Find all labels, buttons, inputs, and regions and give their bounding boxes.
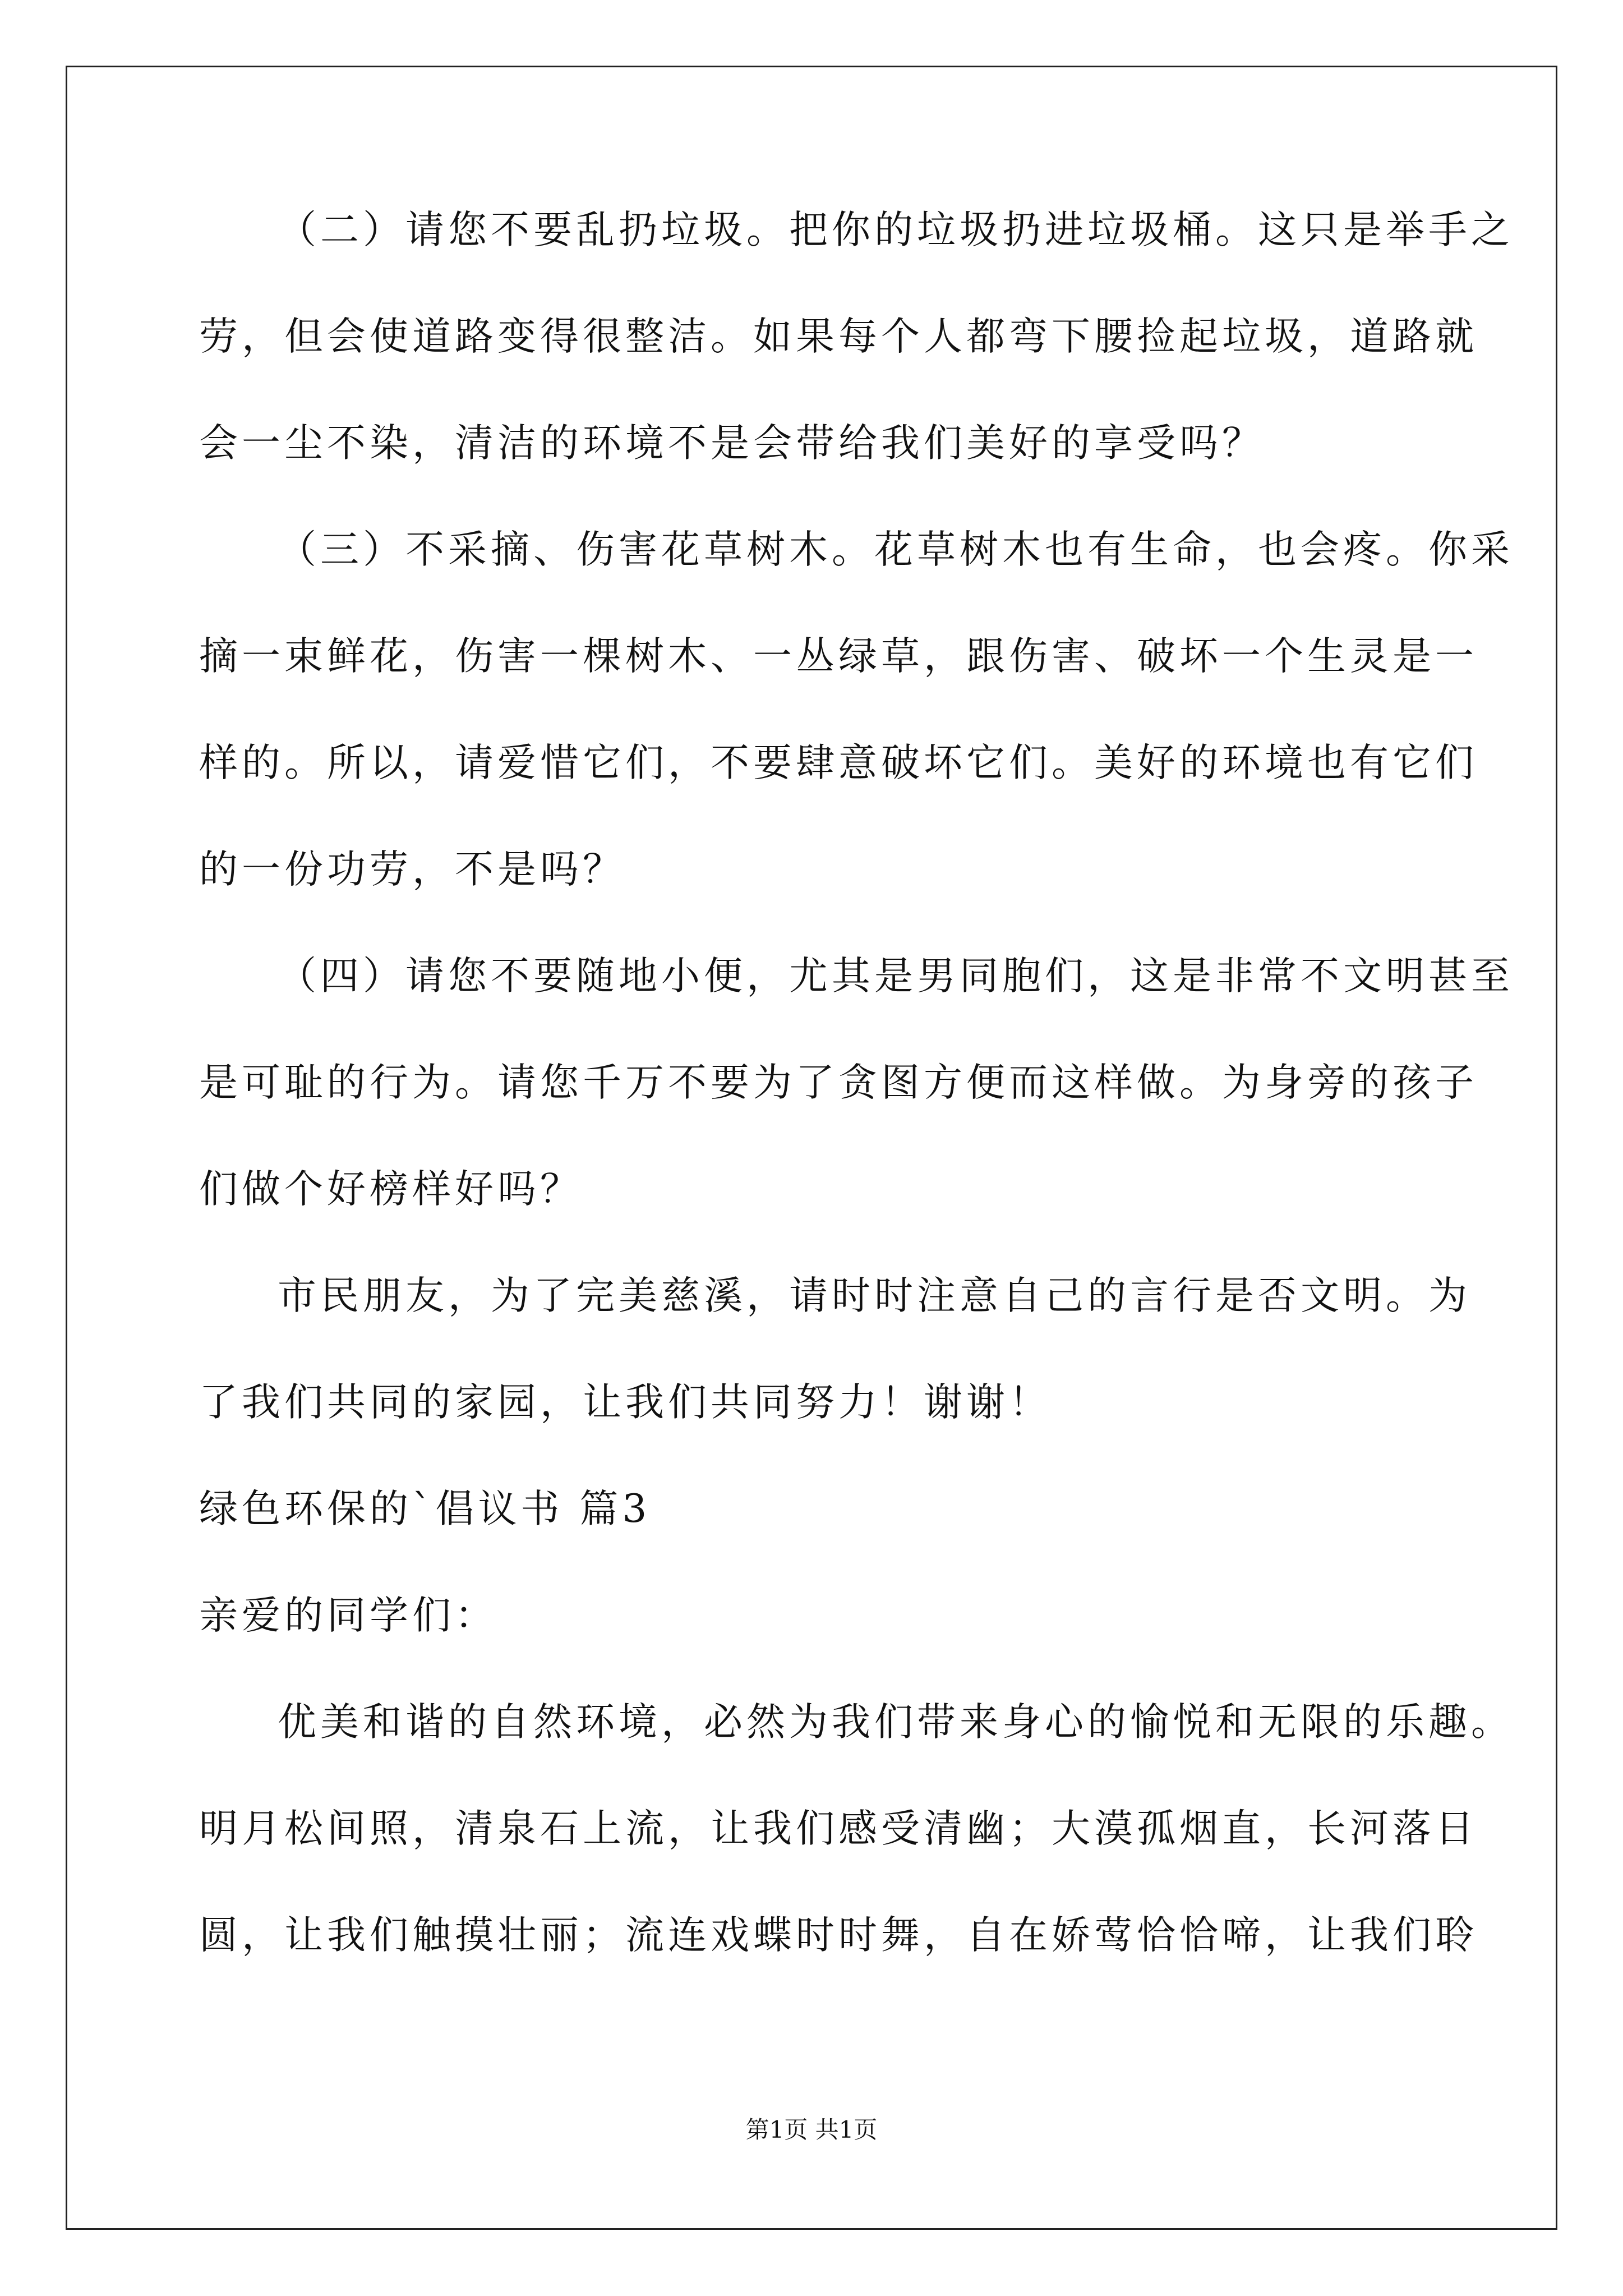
paragraph-3-line-3: 样的。所以，请爱惜它们，不要肆意破坏它们。美好的环境也有它们 xyxy=(199,740,1478,785)
closing-line-2: 了我们共同的家园，让我们共同努力！谢谢！ xyxy=(199,1380,1052,1425)
page-border xyxy=(66,66,1557,2230)
paragraph-3-line-4: 的一份功劳，不是吗？ xyxy=(199,847,625,892)
closing-line-1: 市民朋友，为了完美慈溪，请时时注意自己的言行是否文明。为 xyxy=(278,1273,1471,1318)
paragraph-2-line-1: （二）请您不要乱扔垃圾。把你的垃圾扔进垃圾桶。这只是举手之 xyxy=(278,208,1514,252)
paragraph-5-line-3: 圆，让我们触摸壮丽；流连戏蝶时时舞，自在娇莺恰恰啼，让我们聆 xyxy=(199,1913,1478,1958)
paragraph-3-line-1: （三）不采摘、伤害花草树木。花草树木也有生命，也会疼。你采 xyxy=(278,527,1514,572)
paragraph-2-line-3: 会一尘不染，清洁的环境不是会带给我们美好的享受吗？ xyxy=(199,421,1265,466)
salutation: 亲爱的同学们： xyxy=(199,1593,497,1638)
page-number-footer: 第1页 共1页 xyxy=(745,2116,878,2143)
paragraph-5-line-2: 明月松间照，清泉石上流，让我们感受清幽；大漠孤烟直，长河落日 xyxy=(199,1806,1478,1851)
paragraph-4-line-3: 们做个好榜样好吗？ xyxy=(199,1167,583,1212)
paragraph-2-line-2: 劳，但会使道路变得很整洁。如果每个人都弯下腰捡起垃圾，道路就 xyxy=(199,314,1478,359)
paragraph-3-line-2: 摘一束鲜花，伤害一棵树木、一丛绿草，跟伤害、破坏一个生灵是一 xyxy=(199,634,1478,679)
section-heading: 绿色环保的`倡议书 篇3 xyxy=(199,1487,651,1531)
paragraph-4-line-1: （四）请您不要随地小便，尤其是男同胞们，这是非常不文明甚至 xyxy=(278,954,1514,999)
paragraph-4-line-2: 是可耻的行为。请您千万不要为了贪图方便而这样做。为身旁的孩子 xyxy=(199,1060,1478,1105)
paragraph-5-line-1: 优美和谐的自然环境，必然为我们带来身心的愉悦和无限的乐趣。 xyxy=(278,1700,1514,1745)
